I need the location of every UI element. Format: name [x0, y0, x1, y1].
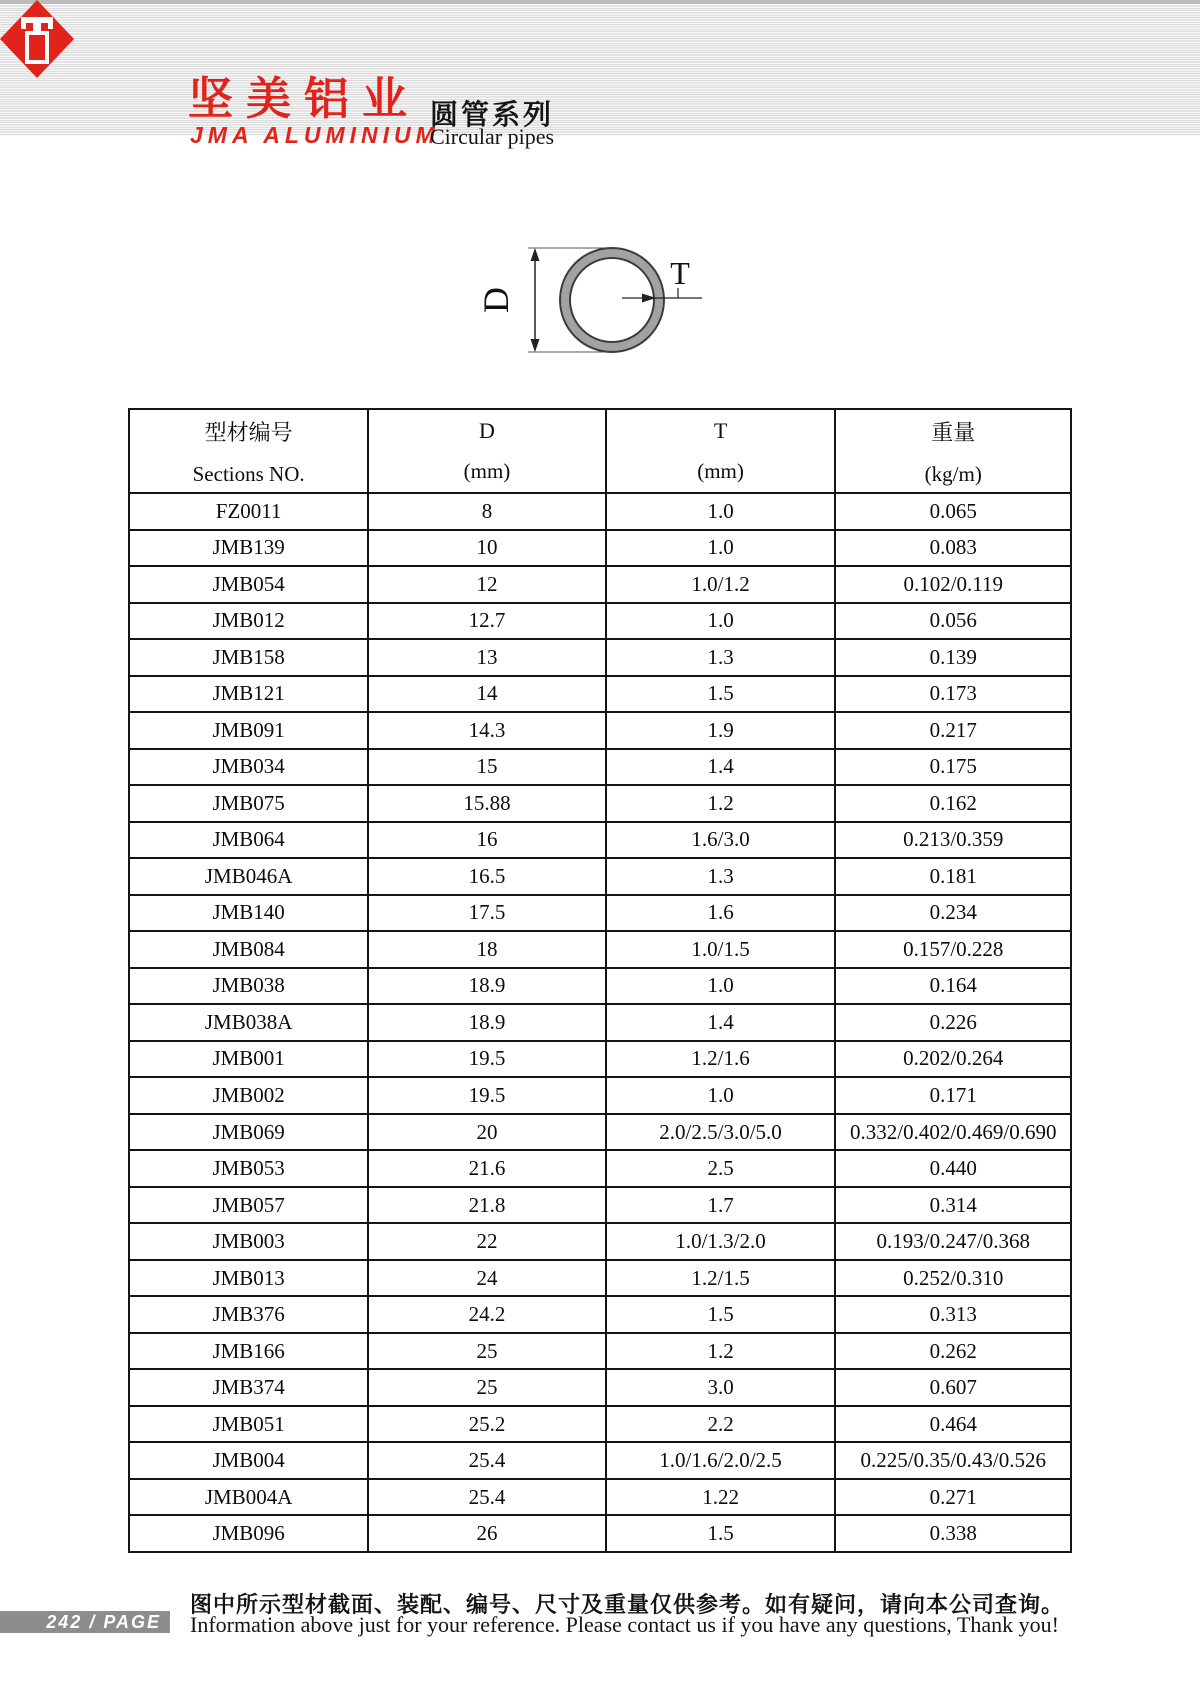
table-cell: 8: [368, 493, 605, 530]
header-cn: 重量: [931, 419, 976, 445]
table-cell: 1.2: [606, 1333, 836, 1370]
series-title-english: Circular pipes: [430, 124, 555, 149]
table-cell: 2.5: [606, 1150, 836, 1187]
table-cell: 0.157/0.228: [835, 931, 1071, 968]
table-cell: 17.5: [368, 895, 605, 932]
table-cell: 0.065: [835, 493, 1071, 530]
table-row: [129, 1150, 1071, 1187]
table-cell: 1.0: [606, 493, 836, 530]
table-row: [129, 1004, 1071, 1041]
brand-name-chinese: 坚美铝业: [188, 73, 421, 124]
table-cell: 25: [368, 1369, 605, 1406]
table-cell: 1.6: [606, 895, 836, 932]
table-cell: 21.6: [368, 1150, 605, 1187]
footer-note-chinese: 图中所示型材截面、装配、编号、尺寸及重量仅供参考。如有疑问，请向本公司查询。: [190, 1592, 1065, 1617]
table-row: [129, 822, 1071, 859]
table-row: [129, 566, 1071, 603]
table-row: [129, 712, 1071, 749]
table-cell: 1.0/1.5: [606, 931, 836, 968]
table-cell: JMB038: [129, 968, 368, 1005]
table-cell: JMB053: [129, 1150, 368, 1187]
table-row: [129, 785, 1071, 822]
table-cell: JMB002: [129, 1077, 368, 1114]
table-cell: 0.173: [835, 676, 1071, 713]
table-cell: JMB013: [129, 1260, 368, 1297]
footer-note-english: Information above just for your reference. Please contact us if you have any questions, Thank you!: [190, 1612, 1059, 1637]
table-cell: 10: [368, 530, 605, 567]
table-cell: JMB084: [129, 931, 368, 968]
header-cn: 型材编号: [204, 419, 293, 445]
table-cell: JMB121: [129, 676, 368, 713]
table-cell: 1.0: [606, 1077, 836, 1114]
table-cell: 0.262: [835, 1333, 1071, 1370]
table-cell: 0.271: [835, 1479, 1071, 1516]
table-row: [129, 895, 1071, 932]
table-row: [129, 749, 1071, 786]
table-cell: 0.440: [835, 1150, 1071, 1187]
table-row: [129, 639, 1071, 676]
header-symbol: T: [713, 418, 728, 443]
table-cell: 18: [368, 931, 605, 968]
table-row: [129, 931, 1071, 968]
table-cell: 1.5: [606, 1296, 836, 1333]
table-cell: 13: [368, 639, 605, 676]
table-cell: 25.4: [368, 1442, 605, 1479]
table-row: [129, 1187, 1071, 1224]
table-cell: 14.3: [368, 712, 605, 749]
jma-diamond-logo-icon: [0, 0, 74, 78]
header-unit: (mm): [697, 459, 744, 483]
table-row: [129, 1369, 1071, 1406]
table-cell: JMB091: [129, 712, 368, 749]
table-cell: 0.102/0.119: [835, 566, 1071, 603]
table-cell: 0.607: [835, 1369, 1071, 1406]
spec-table: [128, 408, 1072, 1553]
table-cell: 1.0: [606, 968, 836, 1005]
thickness-label: T: [670, 255, 690, 291]
table-cell: 25: [368, 1333, 605, 1370]
spec-table-body: [129, 493, 1071, 1552]
series-title-chinese: 圆管系列: [430, 100, 555, 131]
table-cell: 24.2: [368, 1296, 605, 1333]
header-unit: (kg/m): [924, 461, 982, 486]
table-cell: 0.217: [835, 712, 1071, 749]
table-cell: 3.0: [606, 1369, 836, 1406]
brand-name-english: JMA ALUMINIUM: [190, 122, 440, 148]
table-cell: 0.332/0.402/0.469/0.690: [835, 1114, 1071, 1151]
table-cell: 0.338: [835, 1515, 1071, 1552]
table-cell: JMB075: [129, 785, 368, 822]
table-cell: 19.5: [368, 1077, 605, 1114]
table-cell: 12: [368, 566, 605, 603]
table-cell: 0.171: [835, 1077, 1071, 1114]
table-cell: 15: [368, 749, 605, 786]
table-row: [129, 1479, 1071, 1516]
table-row: [129, 1041, 1071, 1078]
header-unit: (mm): [463, 459, 511, 483]
table-cell: 25.4: [368, 1479, 605, 1516]
table-cell: 25.2: [368, 1406, 605, 1443]
table-row: [129, 968, 1071, 1005]
header-thickness: [606, 409, 836, 493]
table-cell: 0.162: [835, 785, 1071, 822]
table-cell: 0.314: [835, 1187, 1071, 1224]
table-row: [129, 1333, 1071, 1370]
table-cell: JMB139: [129, 530, 368, 567]
table-row: [129, 1077, 1071, 1114]
header-symbol: D: [479, 418, 495, 443]
table-cell: 1.0: [606, 530, 836, 567]
diameter-label: D: [476, 287, 516, 313]
table-row: [129, 1223, 1071, 1260]
table-cell: 18.9: [368, 1004, 605, 1041]
table-row: [129, 493, 1071, 530]
table-cell: 1.0: [606, 603, 836, 640]
table-cell: JMB158: [129, 639, 368, 676]
table-cell: JMB034: [129, 749, 368, 786]
table-cell: 0.313: [835, 1296, 1071, 1333]
table-cell: JMB004A: [129, 1479, 368, 1516]
table-cell: JMB054: [129, 566, 368, 603]
table-cell: JMB057: [129, 1187, 368, 1224]
table-cell: 1.0/1.6/2.0/2.5: [606, 1442, 836, 1479]
table-row: [129, 676, 1071, 713]
table-cell: 2.2: [606, 1406, 836, 1443]
table-cell: 0.193/0.247/0.368: [835, 1223, 1071, 1260]
header-diameter: [368, 409, 605, 493]
table-cell: 15.88: [368, 785, 605, 822]
table-cell: JMB166: [129, 1333, 368, 1370]
table-cell: 0.226: [835, 1004, 1071, 1041]
table-cell: 0.252/0.310: [835, 1260, 1071, 1297]
table-cell: JMB140: [129, 895, 368, 932]
header-sections-no: [129, 409, 368, 493]
table-row: [129, 858, 1071, 895]
table-cell: 1.9: [606, 712, 836, 749]
page-number-bar: 242 / PAGE: [0, 1611, 170, 1633]
table-row: [129, 1260, 1071, 1297]
table-cell: FZ0011: [129, 493, 368, 530]
table-row: [129, 1406, 1071, 1443]
table-cell: JMB096: [129, 1515, 368, 1552]
table-cell: JMB038A: [129, 1004, 368, 1041]
table-cell: 1.2/1.6: [606, 1041, 836, 1078]
table-cell: JMB003: [129, 1223, 368, 1260]
table-cell: 0.056: [835, 603, 1071, 640]
table-cell: 22: [368, 1223, 605, 1260]
table-row: [129, 603, 1071, 640]
table-cell: JMB012: [129, 603, 368, 640]
table-cell: 0.083: [835, 530, 1071, 567]
table-row: [129, 1442, 1071, 1479]
table-cell: JMB004: [129, 1442, 368, 1479]
table-cell: 18.9: [368, 968, 605, 1005]
table-cell: 0.175: [835, 749, 1071, 786]
table-row: [129, 1515, 1071, 1552]
table-cell: 1.3: [606, 858, 836, 895]
table-cell: JMB064: [129, 822, 368, 859]
table-cell: JMB376: [129, 1296, 368, 1333]
header-band-bottom-edge: [0, 0, 1200, 4]
table-cell: 1.3: [606, 639, 836, 676]
table-cell: 12.7: [368, 603, 605, 640]
table-cell: 21.8: [368, 1187, 605, 1224]
table-row: [129, 1296, 1071, 1333]
table-cell: 1.4: [606, 749, 836, 786]
table-cell: 26: [368, 1515, 605, 1552]
table-cell: JMB051: [129, 1406, 368, 1443]
pipe-inner-circle: [570, 258, 654, 342]
table-cell: 1.5: [606, 1515, 836, 1552]
table-cell: 2.0/2.5/3.0/5.0: [606, 1114, 836, 1151]
header-stripe-band: [0, 0, 1200, 136]
header-weight: [835, 409, 1071, 493]
table-cell: JMB001: [129, 1041, 368, 1078]
table-cell: 0.139: [835, 639, 1071, 676]
table-cell: JMB374: [129, 1369, 368, 1406]
table-cell: 1.2: [606, 785, 836, 822]
table-cell: 1.0/1.2: [606, 566, 836, 603]
table-cell: 16.5: [368, 858, 605, 895]
pipe-cross-section-diagram: [455, 222, 745, 382]
header-en: Sections NO.: [192, 461, 305, 486]
table-cell: 19.5: [368, 1041, 605, 1078]
table-cell: 16: [368, 822, 605, 859]
table-cell: 0.225/0.35/0.43/0.526: [835, 1442, 1071, 1479]
table-cell: 20: [368, 1114, 605, 1151]
table-cell: 1.22: [606, 1479, 836, 1516]
table-cell: 1.4: [606, 1004, 836, 1041]
table-cell: 0.164: [835, 968, 1071, 1005]
table-cell: 0.213/0.359: [835, 822, 1071, 859]
table-cell: 0.234: [835, 895, 1071, 932]
table-cell: 1.2/1.5: [606, 1260, 836, 1297]
table-cell: JMB046A: [129, 858, 368, 895]
table-header-row: [129, 409, 1071, 493]
table-cell: 1.0/1.3/2.0: [606, 1223, 836, 1260]
table-row: [129, 530, 1071, 567]
table-cell: 1.5: [606, 676, 836, 713]
table-cell: 1.6/3.0: [606, 822, 836, 859]
table-cell: 24: [368, 1260, 605, 1297]
table-cell: 14: [368, 676, 605, 713]
table-cell: 0.202/0.264: [835, 1041, 1071, 1078]
table-cell: 0.464: [835, 1406, 1071, 1443]
table-cell: JMB069: [129, 1114, 368, 1151]
table-row: [129, 1114, 1071, 1151]
table-cell: 1.7: [606, 1187, 836, 1224]
table-cell: 0.181: [835, 858, 1071, 895]
